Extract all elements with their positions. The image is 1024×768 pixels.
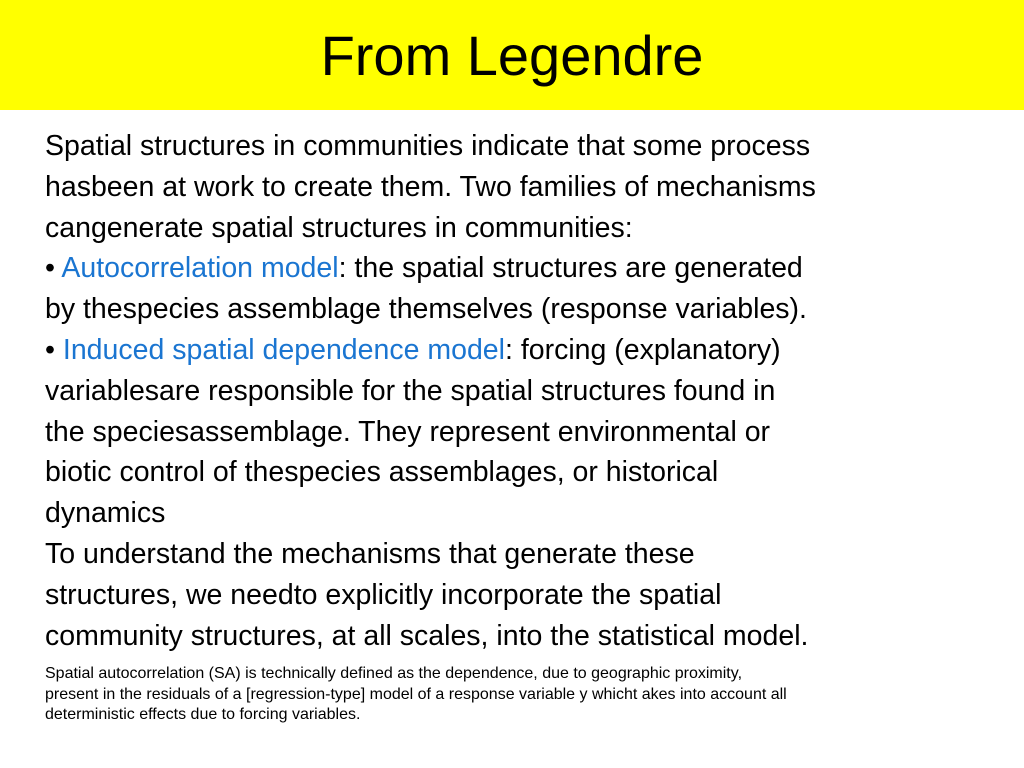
intro-line: hasbeen at work to create them. Two families of mechanisms xyxy=(45,170,816,203)
bullet-text: : forcing (explanatory) xyxy=(505,333,781,366)
bullet-text-line: dynamics xyxy=(45,497,166,530)
title-bar xyxy=(0,0,1024,110)
footnote-line: deterministic effects due to forcing variables. xyxy=(45,706,361,723)
slide-body xyxy=(45,126,985,656)
bullet-text-line: variablesare responsible for the spatial structures found in xyxy=(45,374,776,407)
bullet-text: : the spatial structures are generated xyxy=(338,252,803,285)
slide-title: From Legendre xyxy=(320,24,704,87)
bullet-induced-spatial xyxy=(45,330,985,371)
footnote-line: present in the residuals of a [regression-type] model of a response variable y whicht akes into account all xyxy=(45,685,787,703)
conclusion-line: To understand the mechanisms that generate these xyxy=(45,537,695,570)
conclusion-line: structures, we needto explicitly incorporate the spatial xyxy=(45,578,722,611)
intro-line: Spatial structures in communities indicate that some process xyxy=(45,130,811,162)
intro-line: cangenerate spatial structures in communities: xyxy=(45,211,633,244)
term-induced-spatial-dependence-model: Induced spatial dependence model xyxy=(62,333,505,366)
bullet-marker: • xyxy=(45,252,55,285)
bullet-text-line: by thespecies assemblage themselves (response variables). xyxy=(45,293,807,326)
bullet-marker: • xyxy=(45,333,55,366)
bullet-text-line: the speciesassemblage. They represent environmental or xyxy=(45,415,771,448)
term-autocorrelation-model: Autocorrelation model xyxy=(61,252,339,285)
footnote-line: Spatial autocorrelation (SA) is technically defined as the dependence, due to geographic proximity, xyxy=(45,665,743,682)
footnote xyxy=(45,664,995,726)
conclusion-line: community structures, at all scales, into the statistical model. xyxy=(45,619,809,652)
bullet-text-line: biotic control of thespecies assemblages, or historical xyxy=(45,456,719,489)
bullet-autocorrelation xyxy=(45,248,985,289)
